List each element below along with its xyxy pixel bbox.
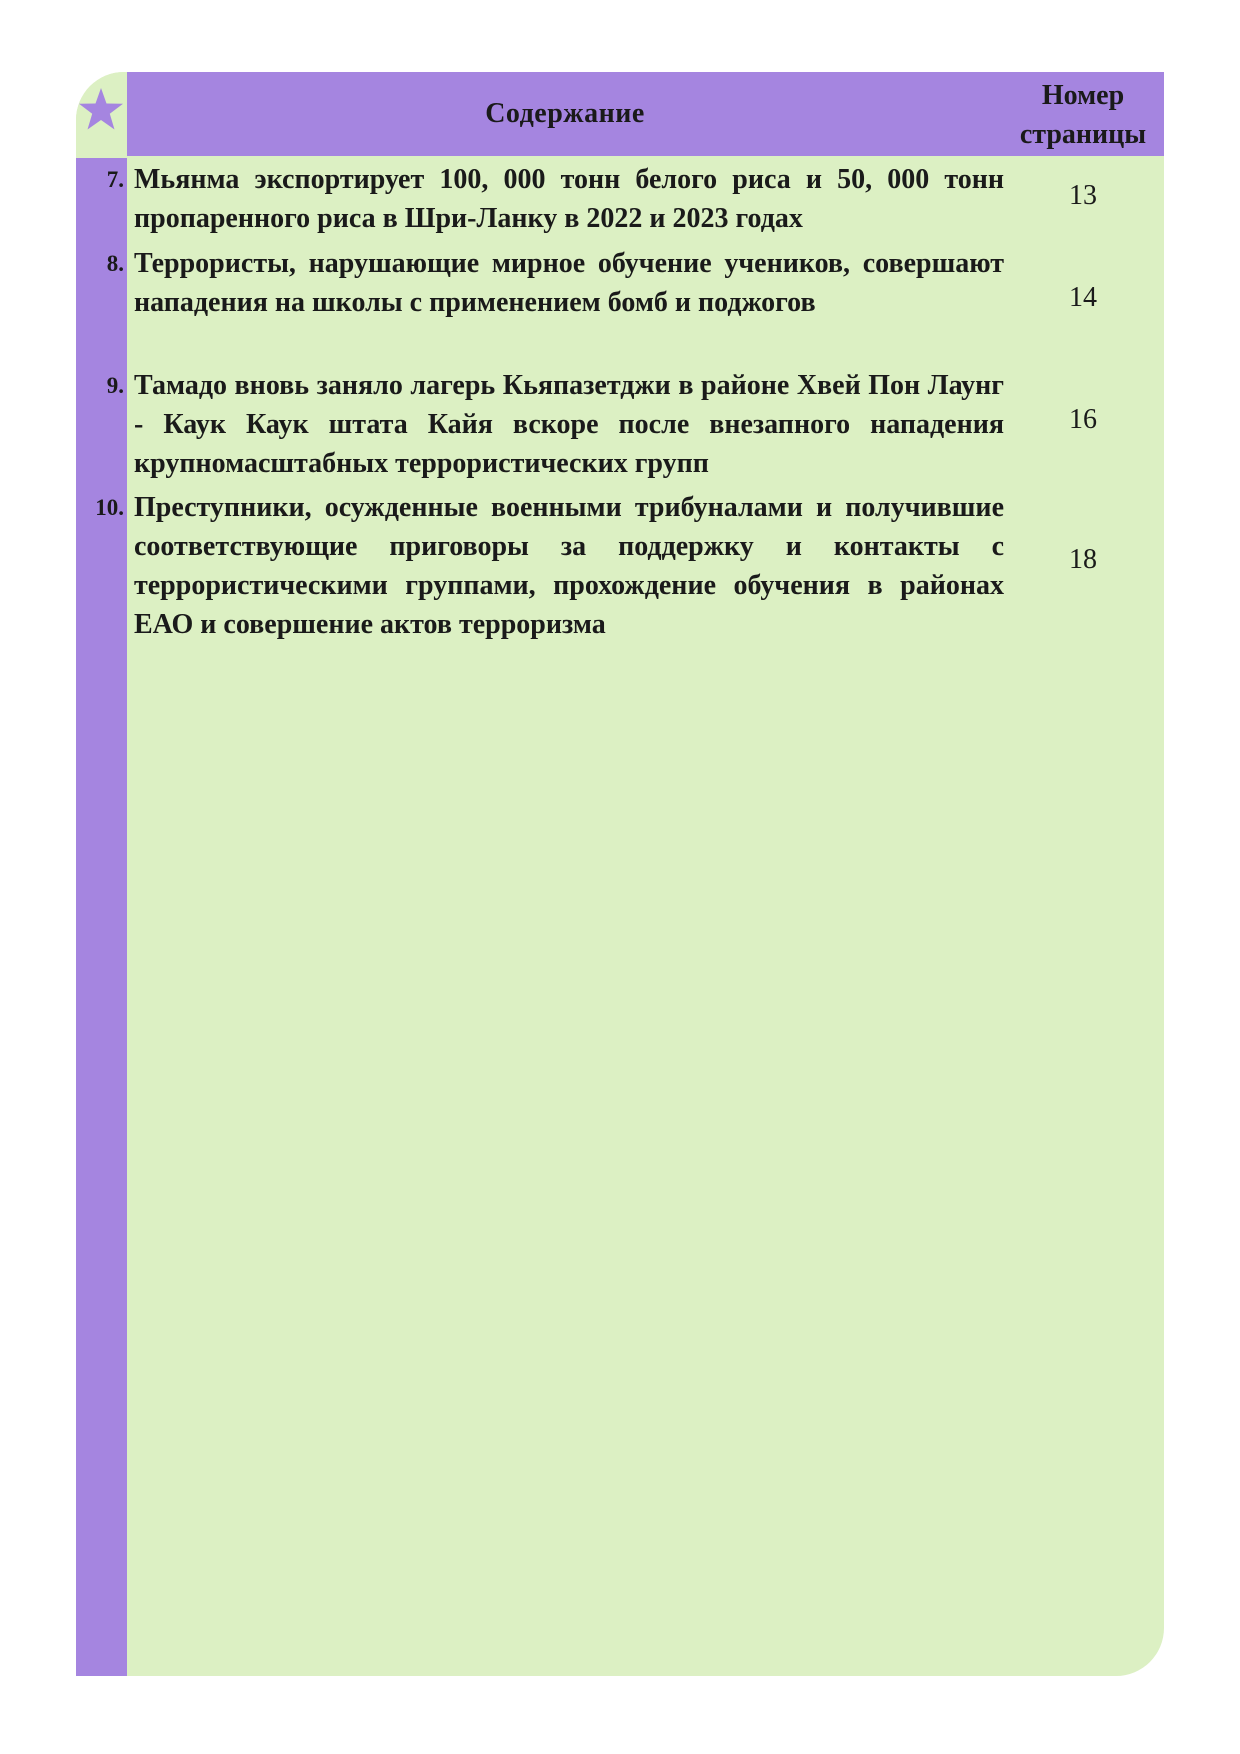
toc-row-number: 8. bbox=[106, 251, 124, 276]
contents-panel bbox=[76, 72, 1164, 1676]
toc-row-text: Преступники, осужденные военными трибуналами и получившие соответствующие приговоры за поддержку и контакты с террористическими группами, прохождение обучения в районах ЕАО и совершение актов терроризма bbox=[134, 492, 1004, 640]
toc-row-page: 16 bbox=[1069, 404, 1097, 435]
toc-row-page: 14 bbox=[1069, 282, 1097, 313]
toc-row-page: 18 bbox=[1069, 544, 1097, 575]
contents-title: Содержание bbox=[485, 98, 645, 129]
toc-row-number: 10. bbox=[95, 495, 124, 520]
page-number-header-line1: Номер bbox=[1041, 80, 1125, 111]
toc-row-text: Террористы, нарушающие мирное обучение учеников, совершают нападения на школы с применением бомб и поджогов bbox=[134, 248, 1004, 318]
toc-row-number: 7. bbox=[106, 167, 124, 192]
page-number-header-line2: страницы bbox=[1019, 119, 1147, 150]
star-cell bbox=[76, 72, 127, 158]
toc-row-text: Тамадо вновь заняло лагерь Кьяпазетджи в районе Хвей Пон Лаунг - Каук Каук штата Кайя вскоре после внезапного нападения крупномасштабных террористических групп bbox=[134, 370, 1004, 479]
star-icon bbox=[78, 86, 124, 132]
toc-row-number: 9. bbox=[106, 373, 124, 398]
toc-row-text: Мьянма экспортирует 100, 000 тонн белого риса и 50, 000 тонн пропаренного риса в Шри-Ланку в 2022 и 2023 годах bbox=[134, 164, 1004, 234]
toc-row-page: 13 bbox=[1069, 180, 1097, 211]
page-number-header bbox=[1002, 76, 1164, 154]
